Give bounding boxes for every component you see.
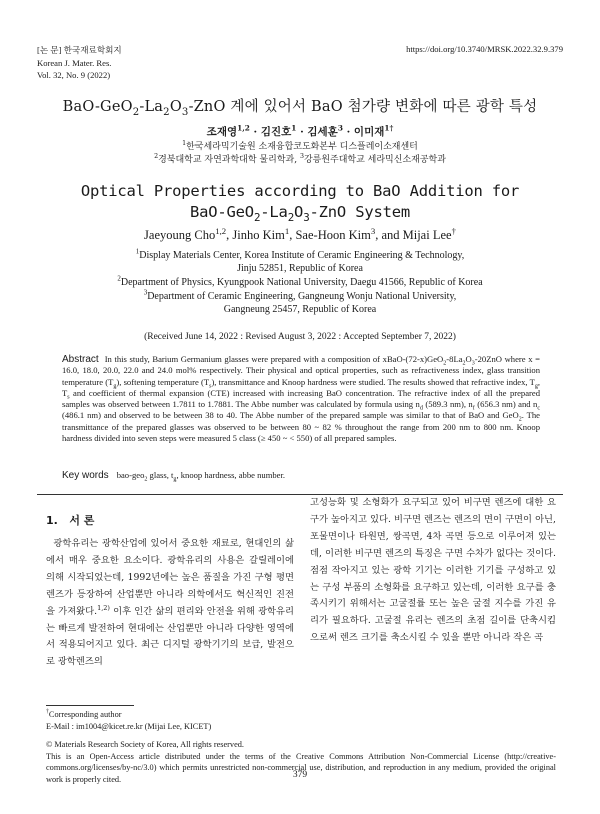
affiliations-korean [0,141,600,167]
authors-korean: 조재영$^{1,2}$ · 김진호$^1$ · 김세훈$^3$ · 이미재$^{1\dagger}$ [206,123,394,138]
copyright-notice: © Materials Research Society of Korea, All rights reserved. This is an Open-Access article distributed under the terms of the Creative Commons Attribution Non-Commercial License (http://creative-commons.org/licenses/by-nc/3.0) which permits unrestricted non-commercial use, distribution, and reproduction in any medium, provided the original work is properly cited. [46,740,556,784]
body-paragraph: 광학유리는 광학산업에 있어서 중요한 재료로, 현대인의 삶에서 매우 중요한 요소이다. 광학유리의 사용은 갈릴레이에 의해 시작되었는데, 1992년에는 높은 품질을 가진 구형 평면 렌즈가 등장하여 산업뿐만 아니라 의학에서도 혁신적인 진전을 가져왔다.$^{1,2)}$ 이후 인간 삶의 편리와 안전을 위해 광학유리는 빠르게 발전하여 현대에는 산업뿐만 아니라 다양한 영역에서 적용되어지고 있다. 최근 디지털 광학기기의 보급, 발전으로 광학렌즈의 [46,538,294,668]
affiliation-en-3: $^3$Department of Ceramic Engineering, Gangneung Wonju National University, Gangneung 25457, Republic of Korea [143,288,457,315]
title-english: Optical Properties according to BaO Addition for BaO-$GeO_2-La_2O_3$-ZnO System [80,182,520,225]
section-heading-introduction: 1. 서 론 [46,514,95,527]
body-paragraph: 고성능화 및 소형화가 요구되고 있어 비구면 렌즈에 대한 요구가 높아지고 있다. 비구면 렌즈는 렌즈의 면이 구면이 아닌, 포물면이나 타원면, 쌍곡면, 4차 곡면 등으로 이루어져 있는데, 이러한 비구면 렌즈의 특징은 구면 수차가 없다는 것이다. 점점 작아지고 있는 광학 기기는 이러한 기기를 구성하고 있는 구성 부품의 소형화를 요구하고 있는데, 이러한 요구를 충족시키기 위해서는 고굴절률 또는 높은 굴절 지수를 가진 유리가 필요하다. 고굴절 유리는 렌즈의 초점 길이를 단축시킴으로써 렌즈 크기를 축소시킬 수 있을 뿐만 아니라 작은 곡 [310,497,556,644]
abstract-label: Abstract [62,354,99,365]
affiliation-ko-1: $^1$한국세라믹기술원 소재융합코도화본부 디스플레이소재센터 [182,140,418,152]
page-number: 379 [292,770,308,780]
received-dates: (Received June 14, 2022 : Revised August 3, 2022 : Accepted September 7, 2022) [144,332,456,342]
affiliation-en-1: $^1$Display Materials Center, Korea Institute of Ceramic Engineering & Technology, Jinju 52851, Republic of Korea [135,247,465,274]
journal-volume: Vol. 32, No. 9 (2022) [37,70,111,80]
footnote-divider [46,705,134,706]
abstract: Abstract In this study, Barium Germanium glasses were prepared with a composition of xBaO-$(72-x)GeO_2-8La_2O_3-20ZnO$ where x = 16.0, 18.0, 20.0, 22.0 and 24.0 mol% respectively. Their physical and optical properties, such as refractiveness index, glass transition temperature $(T_g)$, softening temperature $(T_s)$, transmittance and Knoop hardness were studied. The results showed that refractive index, $T_g$, $T_s$ and coefficient of thermal expansion (CTE) increased with increasing BaO concentration. The refractive index of all the prepared samples was observed between 1.7811 to 1.7881. The Abbe number was calculated by formula using $n_d$ (589.3 nm), $n_f$ (656.3 nm) and $n_c$ (486.1 nm) and observed to be between 38 to 40. The Abbe number of the prepared sample was similar to that of BaO and GeO$_2$. The transmittance of the prepared glasses was observed to be between 80 ~ 82 % throughout the range from 200 nm to 800 nm. Knoop hardness divided into seven steps were measured 5 class (≥ 450 ~ < 550) of all prepared samples. [62,354,541,444]
body-column-right [310,495,556,647]
journal-header [37,44,122,82]
corresponding-author-footnote: †Corresponding author E-Mail : im1004@kicet.re.kr (Mijai Lee, KICET) [46,709,212,731]
author-email: E-Mail : im1004@kicet.re.kr (Mijai Lee, KICET) [46,721,212,731]
body-column-left [46,536,294,671]
doi-link[interactable]: https://doi.org/10.3740/MRSK.2022.32.9.379 [406,44,563,54]
journal-name-ko: [논 문] 한국재료학회지 [37,45,122,55]
keywords: Key words bao-geo$_2$ glass, $t_g$, knoop hardness, abbe number. [62,470,286,483]
title-korean: BaO-$GeO_2-La_2O_3$-ZnO 계에 있어서 BaO 첨가량 변화에 따른 광학 특성 [62,99,538,118]
authors-english: Jaeyoung Cho$^{1,2}$, Jinho Kim$^1$, Sae-Hoon Kim$^3$, and Mijai Lee† [144,225,456,242]
keywords-label: Key words [62,470,109,481]
affiliations-english [0,249,600,317]
journal-name-en: Korean J. Mater. Res. [37,57,112,68]
affiliation-ko-2-3: $^2$경북대학교 자연과학대학 물리학과, $^3$강릉원주대학교 세라믹신소재공학과 [154,153,446,165]
affiliation-en-2: $^2$Department of Physics, Kyungpook National University, Daegu 41566, Republic of Korea [117,274,483,288]
